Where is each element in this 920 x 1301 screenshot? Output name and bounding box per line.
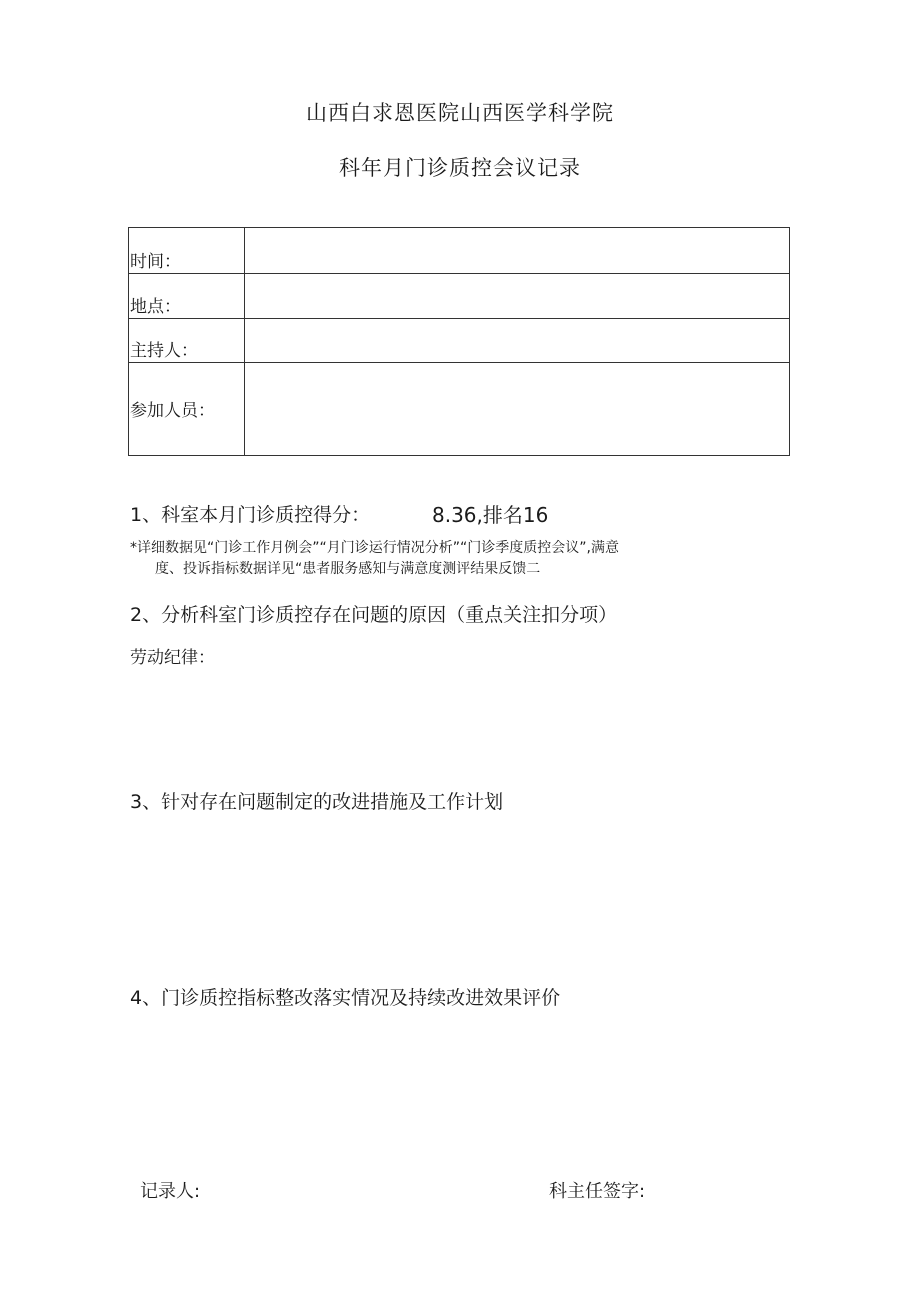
labor-discipline-label: 劳动纪律：: [130, 648, 215, 668]
section2-heading: 2、分析科室门诊质控存在问题的原因（重点关注扣分项）: [130, 604, 618, 626]
info-row-time: [129, 228, 790, 274]
host-value-cell[interactable]: [245, 319, 790, 363]
section1-heading: 1、科室本月门诊质控得分：: [130, 504, 371, 526]
host-label: 主持人：: [129, 319, 245, 363]
meeting-info-table: [128, 227, 790, 456]
location-label: 地点：: [129, 274, 245, 319]
info-row-location: [129, 274, 790, 319]
note-line1: *详细数据见“门诊工作月例会”“月门诊运行情况分析”“门诊季度质控会议”,满意: [130, 540, 619, 556]
section3-heading: 3、针对存在问题制定的改进措施及工作计划: [130, 791, 504, 813]
attendees-label: 参加人员：: [129, 363, 245, 456]
recorder-signature-label: 记录人:: [140, 1181, 201, 1202]
note-line2: 度、投诉指标数据详见“患者服务感知与满意度测评结果反馈二: [155, 561, 541, 577]
time-value-cell[interactable]: [245, 228, 790, 274]
info-row-attendees: [129, 363, 790, 456]
attendees-value-cell[interactable]: [245, 363, 790, 456]
document-title-line1: 山西白求恩医院山西医学科学院: [306, 101, 614, 125]
section4-heading: 4、门诊质控指标整改落实情况及持续改进效果评价: [130, 987, 561, 1009]
info-row-host: [129, 319, 790, 363]
section1-score: 8.36,排名16: [432, 503, 549, 527]
time-label: 时间：: [129, 228, 245, 274]
data-source-note: [130, 538, 795, 580]
director-signature-label: 科主任签字:: [549, 1181, 646, 1202]
document-title-line2: 科年月门诊质控会议记录: [339, 156, 581, 180]
location-value-cell[interactable]: [245, 274, 790, 319]
